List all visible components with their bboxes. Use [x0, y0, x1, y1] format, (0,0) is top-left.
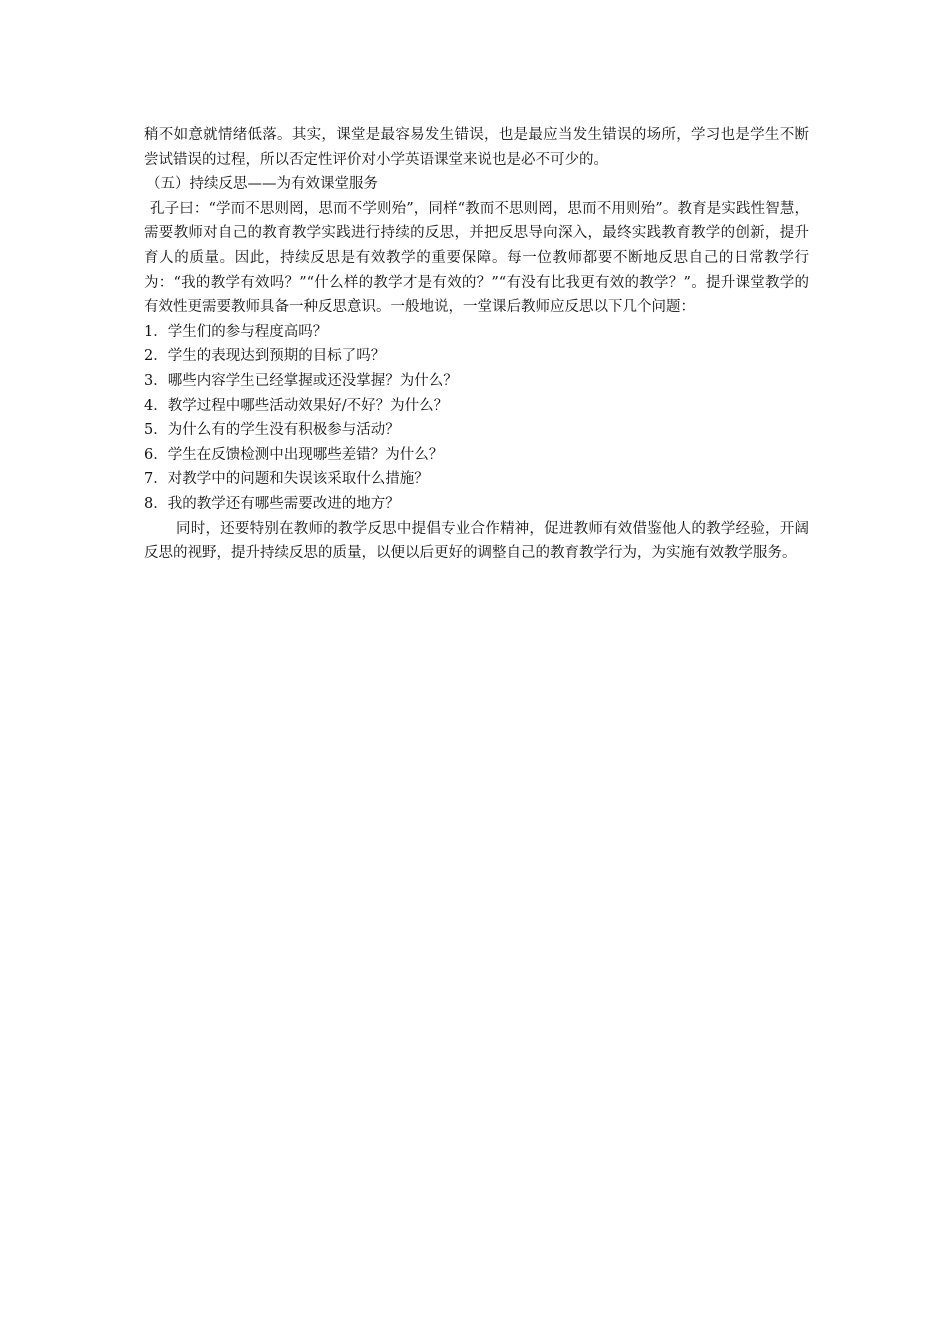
list-item: 1．学生们的参与程度高吗？: [144, 323, 328, 340]
list-item: 4．教学过程中哪些活动效果好/不好？为什么？: [144, 397, 449, 414]
list-item: 6．学生在反馈检测中出现哪些差错？为什么？: [144, 446, 444, 463]
list-item: 2．学生的表现达到预期的目标了吗？: [144, 348, 386, 365]
document-page: [144, 123, 809, 566]
reflection-paragraph: 孔子曰：“学而不思则罔，思而不学则殆”，同样“教而不思则罔，思而不用则殆”。教育是实践性智慧，需要教师对自己的教育教学实践进行持续的反思，并把反思导向深入，最终实践教育教学的创新，提升育人的质量。因此，持续反思是有效教学的重要保障。每一位教师都要不断地反思自己的日常教学行为：“我的教学有效吗？”“什么样的教学才是有效的？”“有没有比我更有效的教学？”。提升课堂教学的有效性更需要教师具备一种反思意识。一般地说，一堂课后教师应反思以下几个问题：: [144, 200, 809, 316]
section-heading: （五）持续反思——为有效课堂服务: [146, 176, 378, 193]
list-item: 3．哪些内容学生已经掌握或还没掌握？为什么？: [144, 372, 458, 389]
list-item: 8．我的教学还有哪些需要改进的地方？: [144, 495, 400, 512]
question-list: [144, 320, 809, 517]
intro-paragraph: 稍不如意就情绪低落。其实，课堂是最容易发生错误，也是最应当发生错误的场所，学习也是学生不断尝试错误的过程，所以否定性评价对小学英语课堂来说也是必不可少的。: [144, 127, 809, 168]
closing-paragraph: 同时，还要特别在教师的教学反思中提倡专业合作精神，促进教师有效借鉴他人的教学经验，开阔反思的视野，提升持续反思的质量，以便以后更好的调整自己的教育教学行为，为实施有效教学服务。: [144, 520, 809, 562]
list-item: 5．为什么有的学生没有积极参与活动？: [144, 422, 400, 439]
list-item: 7．对教学中的问题和失误该采取什么措施？: [144, 471, 429, 488]
